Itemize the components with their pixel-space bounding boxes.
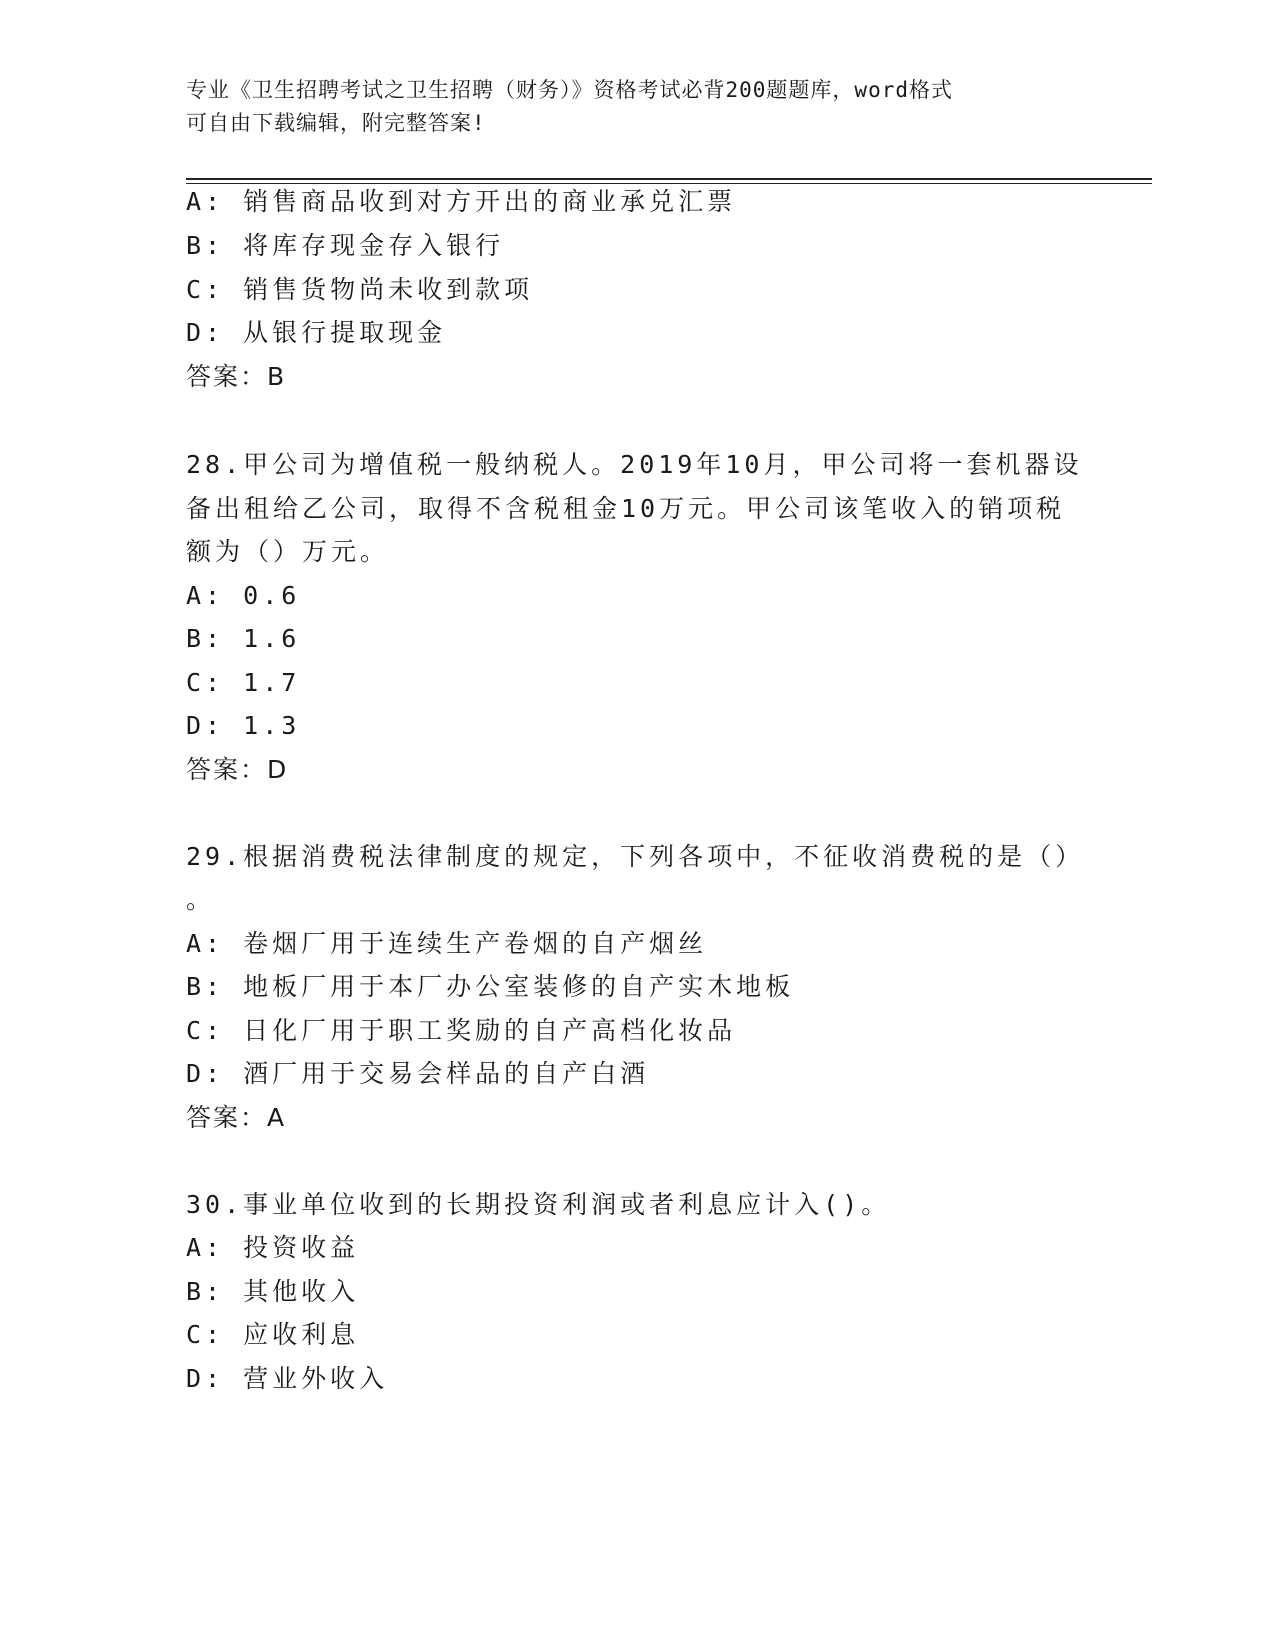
q28-option-a: A: 0.6: [186, 581, 301, 610]
q28-option-d: D: 1.3: [186, 711, 301, 740]
header-line-1: 专业《卫生招聘考试之卫生招聘（财务）》资格考试必背200题题库，word格式: [186, 78, 953, 102]
q30-option-d: D: 营业外收入: [186, 1364, 389, 1393]
q27-option-c: C: 销售货物尚未收到款项: [186, 275, 534, 304]
q30-stem-line-1: 30.事业单位收到的长期投资利润或者利息应计入()。: [186, 1190, 891, 1219]
q27-answer: 答案：B: [186, 362, 287, 391]
q28-stem-line-3: 额为（）万元。: [186, 537, 390, 566]
q29-stem-line-1: 29.根据消费税法律制度的规定，下列各项中，不征收消费税的是（）: [186, 842, 1085, 871]
document-header: [186, 74, 1066, 140]
q29-option-a: A: 卷烟厂用于连续生产卷烟的自产烟丝: [186, 929, 708, 958]
q30-option-c: C: 应收利息: [186, 1320, 360, 1349]
header-divider-thin: [186, 183, 1152, 184]
q28-option-b: B: 1.6: [186, 624, 301, 653]
q28-option-c: C: 1.7: [186, 668, 301, 697]
q29-stem-line-2: 。: [186, 885, 216, 914]
q30-option-a: A: 投资收益: [186, 1233, 360, 1262]
header-line-2: 可自由下载编辑，附完整答案!: [186, 111, 486, 135]
q28-stem-line-2: 备出租给乙公司，取得不含税租金10万元。甲公司该笔收入的销项税: [186, 494, 1066, 523]
q30-option-b: B: 其他收入: [186, 1277, 360, 1306]
q28-stem-line-1: 28.甲公司为增值税一般纳税人。2019年10月，甲公司将一套机器设: [186, 450, 1083, 479]
q28-answer: 答案：D: [186, 755, 289, 784]
q29-option-c: C: 日化厂用于职工奖励的自产高档化妆品: [186, 1016, 737, 1045]
q27-option-d: D: 从银行提取现金: [186, 318, 447, 347]
q29-option-b: B: 地板厂用于本厂办公室装修的自产实木地板: [186, 972, 795, 1001]
q27-option-b: B: 将库存现金存入银行: [186, 231, 505, 260]
header-divider-thick: [186, 178, 1152, 180]
q27-option-a: A: 销售商品收到对方开出的商业承兑汇票: [186, 187, 737, 216]
q29-answer: 答案：A: [186, 1103, 287, 1132]
q29-option-d: D: 酒厂用于交易会样品的自产白酒: [186, 1059, 650, 1088]
